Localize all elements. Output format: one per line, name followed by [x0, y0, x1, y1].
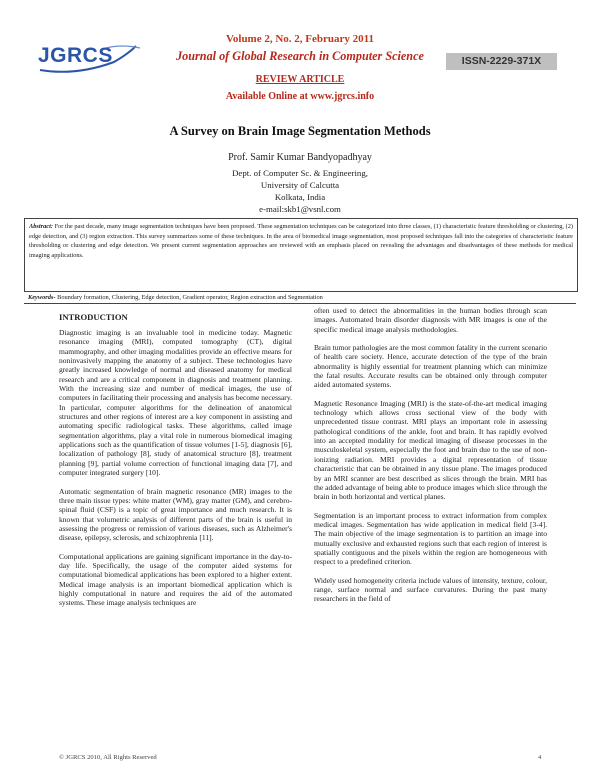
volume-line: Volume 2, No. 2, February 2011 — [225, 33, 375, 45]
paragraph: Brain tumor pathologies are the most common fatality in the current scenario of health care society. Hence, accurate detection of the type of the brain abnormality is highly essential for treatment planning which can minimize the fatal results. Accurate results can be obtained only through computer aided automated systems. — [314, 343, 547, 390]
keywords-divider — [24, 303, 576, 304]
keywords-label: Keywords- — [28, 294, 56, 301]
paragraph: often used to detect the abnormalities in the human bodies through scan images. Automated brain disorder diagnosis with MR images is one of the specific medical image analysis methodologies. — [314, 306, 547, 334]
abstract-box — [24, 218, 578, 292]
paragraph: Widely used homogeneity criteria include values of intensity, texture, colour, range, surface normal and surface curvatures. During the past many researchers in the field of — [314, 575, 547, 604]
author-email: e-mail:skb1@vsnl.com — [259, 204, 341, 214]
right-column — [314, 306, 547, 613]
paragraph: Computational applications are gaining significant importance in the day-to-day life. Specifically, the usage of the computer aided systems for computational biomedical applications has been explored to a higher extent. Medical image analysis is an important biomedical application which is highly computational in nature and requires the aid of the automated systems. These image analysis techniques are — [59, 551, 292, 608]
page-number: 4 — [538, 754, 542, 761]
affiliation-line: Dept. of Computer Sc. & Engineering, — [232, 168, 368, 178]
paragraph: Diagnostic imaging is an invaluable tool in medicine today. Magnetic resonance imaging (MRI), computed tomography (CT), digital mammography, and other imaging modalities provide an effective means for noninvasively mapping the anatomy of a subject. These technologies have greatly increased knowledge of normal and diseased anatomy for medical research and are a critical component in diagnosis and treatment planning. With the increasing size and number of medical images, the use of computers in facilitating their processing and analysis has become necessary. In particular, computer algorithms for the delineation of anatomical structures and other regions of interest are a key component in assisting and automating specific radiological tasks. These algorithms, called image segmentation algorithms, play a vital role in numerous biomedical imaging applications such as the quantification of tissue volumes [1-5], diagnosis [6], localization of pathology [8], study of anatomical structure [8], treatment planning [9], partial volume correction of functional imaging data [7], and computer integrated surgery [10]. — [59, 328, 292, 478]
issn-badge: ISSN-2229-371X — [446, 53, 557, 70]
abstract — [29, 222, 573, 261]
abstract-text: For the past decade, many image segmentation techniques have been proposed. These segmentation techniques can be categorized into three classes, (1) characteristic feature thresholding or clustering, (2) edge detection, and (3) region extraction. This survey summarizes some of these techniques. In the area of biomedical image segmentation, most proposed techniques fall into the categories of characteristic feature thresholding or clustering and edge detection. We present current segmentation approaches are reviewed with an emphasis placed on revealing the advantages and disadvantages of these methods for medical imaging applications. — [29, 223, 573, 260]
author-name: Prof. Samir Kumar Bandyopadhyay — [228, 152, 372, 163]
affiliation-line: University of Calcutta — [260, 180, 340, 190]
paper-title: A Survey on Brain Image Segmentation Methods — [169, 124, 431, 138]
online-url: Available Online at www.jgrcs.info — [225, 91, 375, 102]
affiliation-line: Kolkata, India — [274, 192, 326, 202]
section-heading: INTRODUCTION — [59, 312, 128, 322]
keywords-text: Boundary formation, Clustering, Edge detection, Gradient operator, Region extraction and Segmentation — [55, 294, 323, 301]
keywords — [28, 294, 576, 301]
article-type: REVIEW ARTICLE — [255, 74, 345, 85]
paragraph: Segmentation is an important process to extract information from complex medical images. Segmentation has wide application in medical field [3-4]. The main objective of the image segmentation is to partition an image into mutually exclusive and exhausted regions such that each region of interest is spatially contiguous and the pixels within the region are homogeneous with respect to a predefined criterion. — [314, 510, 547, 567]
logo-text: JGRCS — [38, 44, 113, 67]
journal-logo — [36, 42, 144, 74]
copyright: © JGRCS 2010, All Rights Reserved — [59, 754, 157, 761]
paragraph: Automatic segmentation of brain magnetic resonance (MR) images to the three main tissue types: white matter (WM), gray matter (GM), and cerebro-spinal fluid (CSF) is a topic of great importance and much research. It is known that volumetric analysis of different parts of the brain is useful in assessing the progress or remission of various diseases, such as Alzheimer's disease, epilepsy, sclerosis, and schizophrenia [11]. — [59, 486, 292, 543]
paragraph: Magnetic Resonance Imaging (MRI) is the state-of-the-art medical imaging technology which allows cross sectional view of the body with unprecedented tissue contrast. MRI plays an important role in assessing pathological conditions of the ankle, foot and brain. It has rapidly evolved into an accepted modality for medical imaging of disease processes in the musculoskeletal system, especially the foot and brain due to the use of non-ionizing radiation. MRI provides a digital representation of tissue characteristic that can be obtained in any tissue plane. The images produced by an MRI scanner are best described as slices through the brain. MRI has the added advantage of being able to produce images which slice through the brain in both horizontal and vertical planes. — [314, 398, 547, 502]
left-column — [59, 328, 292, 617]
journal-name: Journal of Global Research in Computer Science — [176, 49, 424, 63]
abstract-label: Abstract: — [29, 223, 53, 230]
